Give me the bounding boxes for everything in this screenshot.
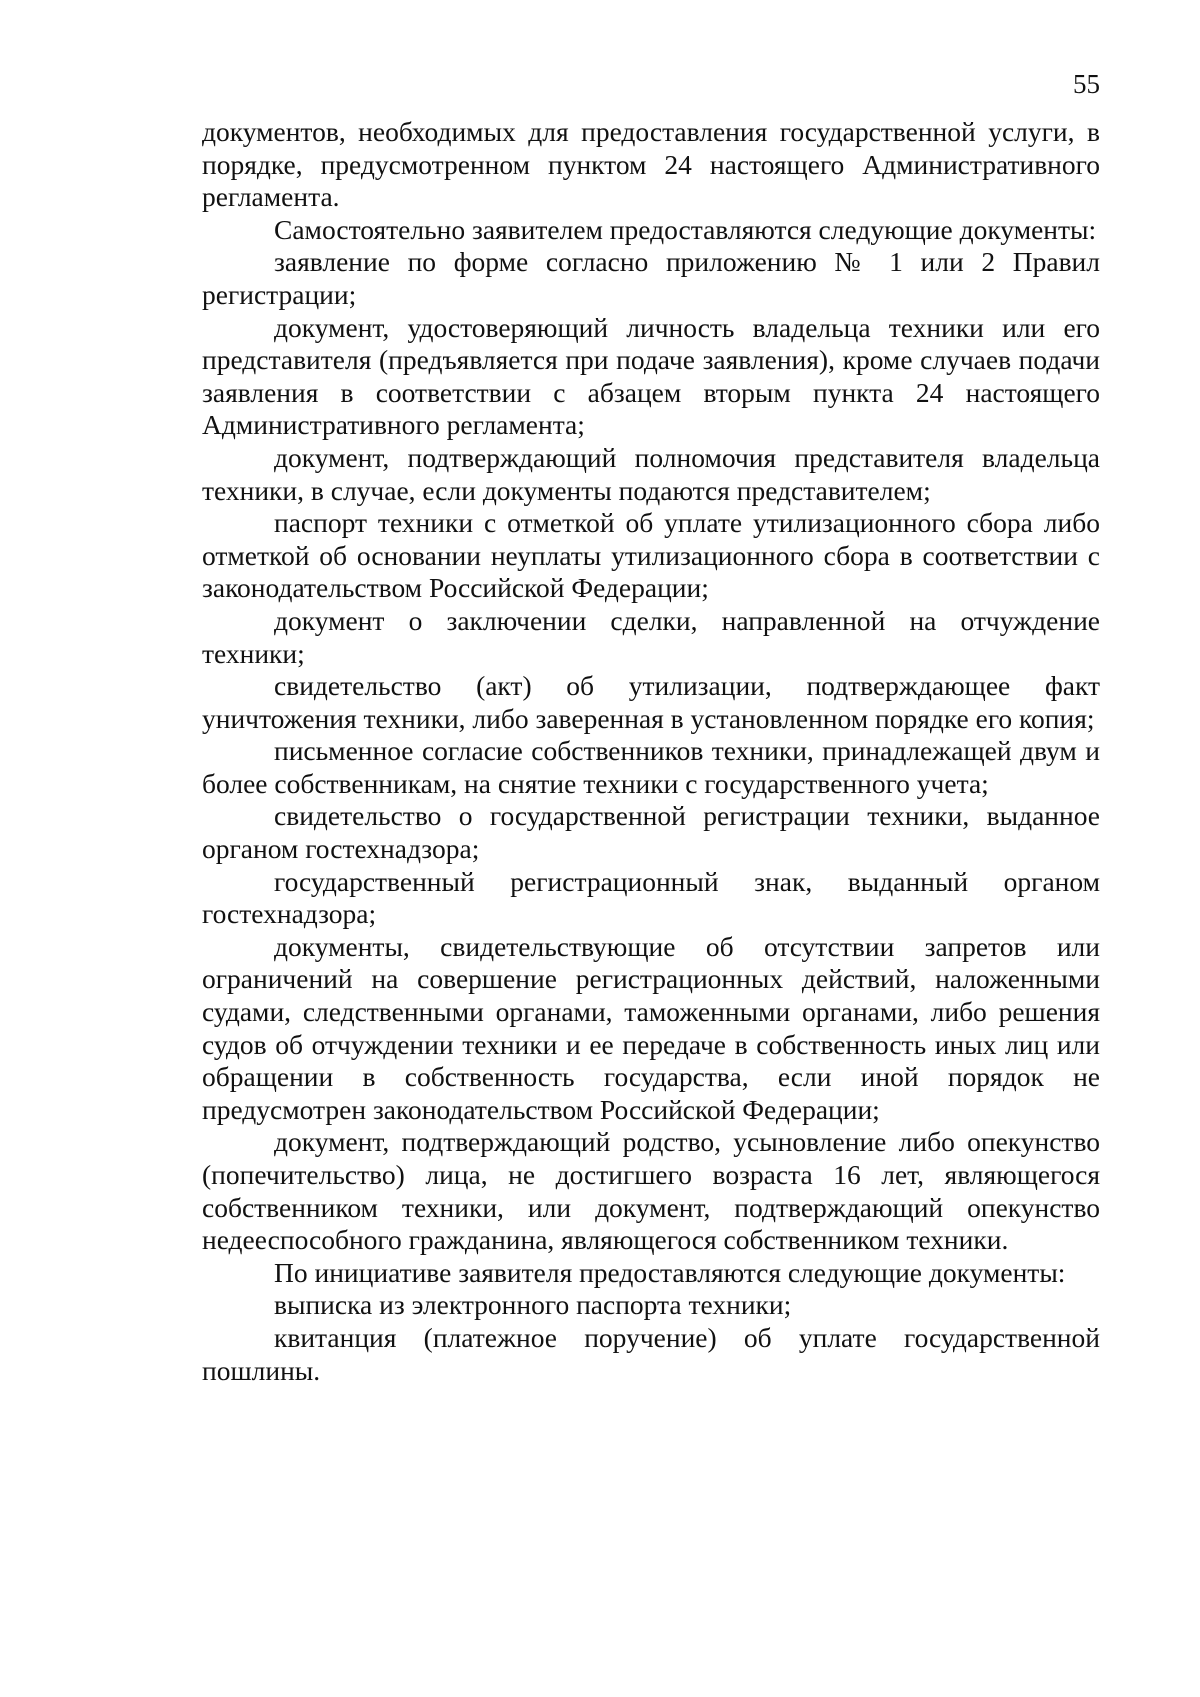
- list-item-application-form: заявление по форме согласно приложению № 1 или 2 Правил регистрации;: [202, 246, 1100, 310]
- list-item-electronic-passport-extract: выписка из электронного паспорта техники;: [274, 1289, 792, 1321]
- list-item-disposal-certificate: свидетельство (акт) об утилизации, подтверждающее факт уничтожения техники, либо заверенная в установленном порядке его копия;: [202, 670, 1100, 734]
- list-item-transaction-document: документ о заключении сделки, направленной на отчуждение техники;: [202, 604, 1100, 669]
- list-item-no-restrictions-documents: документы, свидетельствующие об отсутствии запретов или ограничений на совершение регистрационных действий, наложенными судами, следственными органами, таможенными органами, либо решения судов об отчуждении техники и ее передаче в собственность иных лиц или обращении в собственность государства, если иной порядок не предусмотрен законодательством Российской Федерации;: [202, 930, 1100, 1125]
- list-item-equipment-passport: паспорт техники с отметкой об уплате утилизационного сбора либо отметкой об основании неуплаты утилизационного сбора в соответствии с законодательством Российской Федерации;: [202, 507, 1100, 604]
- list-item-guardianship-document: документ, подтверждающий родство, усыновление либо опекунство (попечительство) лица, не достигшего возраста 16 лет, являющегося собственником техники, или документ, подтверждающий опекунство недееспособного гражданина, являющегося собственником техники.: [202, 1126, 1100, 1256]
- page-number: 55: [1073, 69, 1100, 99]
- paragraph-self-provided-intro: Самостоятельно заявителем предоставляются следующие документы:: [274, 213, 1097, 245]
- paragraph-applicant-initiative-intro: По инициативе заявителя предоставляются следующие документы:: [274, 1256, 1066, 1288]
- list-item-registration-plate: государственный регистрационный знак, выданный органом гостехнадзора;: [202, 865, 1100, 930]
- list-item-owners-consent: письменное согласие собственников техники, принадлежащей двум и более собственникам, на снятие техники с государственного учета;: [202, 735, 1100, 799]
- list-item-fee-receipt: квитанция (платежное поручение) об уплате государственной пошлины.: [202, 1321, 1100, 1386]
- list-item-registration-certificate: свидетельство о государственной регистрации техники, выданное органом гостехнадзора;: [202, 800, 1100, 865]
- list-item-identity-document: документ, удостоверяющий личность владельца техники или его представителя (предъявляется при подаче заявления), кроме случаев подачи заявления в соответствии с абзацем вторым пункта 24 настоящего Административного регламента;: [202, 311, 1100, 441]
- paragraph-continuation: документов, необходимых для предоставления государственной услуги, в порядке, предусмотренном пунктом 24 настоящего Административного регламента.: [202, 116, 1100, 213]
- document-body: [202, 116, 1100, 1387]
- list-item-representative-authority: документ, подтверждающий полномочия представителя владельца техники, в случае, если документы подаются представителем;: [202, 441, 1100, 506]
